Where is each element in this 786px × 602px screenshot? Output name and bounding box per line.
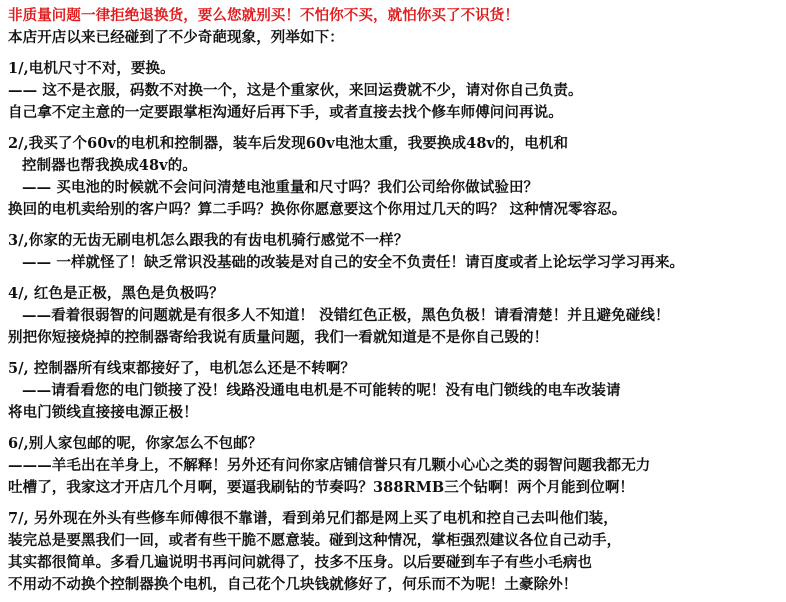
faq-item-4 xyxy=(8,283,786,349)
spacer xyxy=(8,274,786,283)
faq-question: 2/,我买了个60v的电机和控制器，装车后发现60v电池太重，我要换成48v的，电机和 xyxy=(8,135,569,152)
spacer xyxy=(8,424,786,433)
faq-answer-line: —— 买电池的时候就不会问问清楚电池重量和尺寸吗？我们公司给你做试验田？ xyxy=(22,179,539,196)
spacer xyxy=(8,49,786,58)
headline: 非质量问题一律拒绝退换货，要么您就别买！不怕你不买，就怕你买了不识货！ xyxy=(8,7,519,24)
faq-answer-line: 自己拿不定主意的一定要跟掌柜沟通好后再下手，或者直接去找个修车师傅问问再说。 xyxy=(8,104,563,121)
faq-question-continued: 控制器也帮我换成48v的。 xyxy=(22,157,197,174)
spacer xyxy=(8,124,786,133)
faq-question: 4/, 红色是正极，黑色是负极吗？ xyxy=(8,285,224,302)
faq-answer-line: ———羊毛出在羊身上，不解释！另外还有问你家店铺信誉只有几颗小心心之类的弱智问题我都无力 xyxy=(8,457,651,474)
faq-question: 5/, 控制器所有线束都接好了，电机怎么还是不转啊？ xyxy=(8,360,356,377)
faq-answer-line: —— 一样就怪了！缺乏常识没基础的改装是对自己的安全不负责任！请百度或者上论坛学习学习再来。 xyxy=(22,254,685,271)
faq-item-6 xyxy=(8,433,786,499)
faq-item-1 xyxy=(8,58,786,124)
faq-question: 7/, 另外现在外头有些修车师傅很不靠谱，看到弟兄们都是网上买了电机和控自己去叫他们装， xyxy=(8,510,618,527)
faq-answer-line: 不用动不动换个控制器换个电机，自己花个几块钱就修好了，何乐而不为呢！土豪除外！ xyxy=(8,576,578,593)
faq-item-5 xyxy=(8,358,786,424)
faq-item-3 xyxy=(8,230,786,274)
faq-item-2 xyxy=(8,133,786,221)
intro-text: 本店开店以来已经碰到了不少奇葩现象，列举如下： xyxy=(8,29,344,46)
faq-question: 6/,别人家包邮的呢，你家怎么不包邮？ xyxy=(8,435,263,452)
faq-question: 1/,电机尺寸不对，要换。 xyxy=(8,60,175,77)
faq-answer-line: 吐槽了，我家这才开店几个月啊，要逼我刷钻的节奏吗？388RMB三个钻啊！两个月能到位啊！ xyxy=(8,479,635,496)
spacer xyxy=(8,349,786,358)
faq-answer-line: ——请看看您的电门锁接了没！线路没通电电机是不可能转的呢！没有电门锁线的电车改装请 xyxy=(22,382,621,399)
faq-answer-line: 装完总是要黑我们一回，或者有些干脆不愿意装。碰到这种情况，掌柜强烈建议各位自己动手， xyxy=(8,532,622,549)
faq-answer-line: 其实都很简单。多看几遍说明书再问问就得了，技多不压身。以后要碰到车子有些小毛病也 xyxy=(8,554,592,571)
faq-question: 3/,你家的无齿无刷电机怎么跟我的有齿电机骑行感觉不一样？ xyxy=(8,232,409,249)
faq-answer-line: ——看着很弱智的问题就是有很多人不知道！ 没错红色正极，黑色负极！请看清楚！并且避免碰线！ xyxy=(22,307,670,324)
faq-answer-line: 别把你短接烧掉的控制器寄给我说有质量问题，我们一看就知道是不是你自己毁的！ xyxy=(8,329,549,346)
faq-answer-line: 换回的电机卖给别的客户吗？算二手吗？换你你愿意要这个你用过几天的吗？ 这种情况零容忍。 xyxy=(8,201,627,218)
spacer xyxy=(8,499,786,508)
spacer xyxy=(8,221,786,230)
faq-item-7 xyxy=(8,508,786,596)
faq-answer-line: 将电门锁线直接接电源正极！ xyxy=(8,404,198,421)
faq-answer-line: —— 这不是衣服，码数不对换一个，这是个重家伙，来回运费就不少，请对你自己负责。 xyxy=(8,82,583,99)
